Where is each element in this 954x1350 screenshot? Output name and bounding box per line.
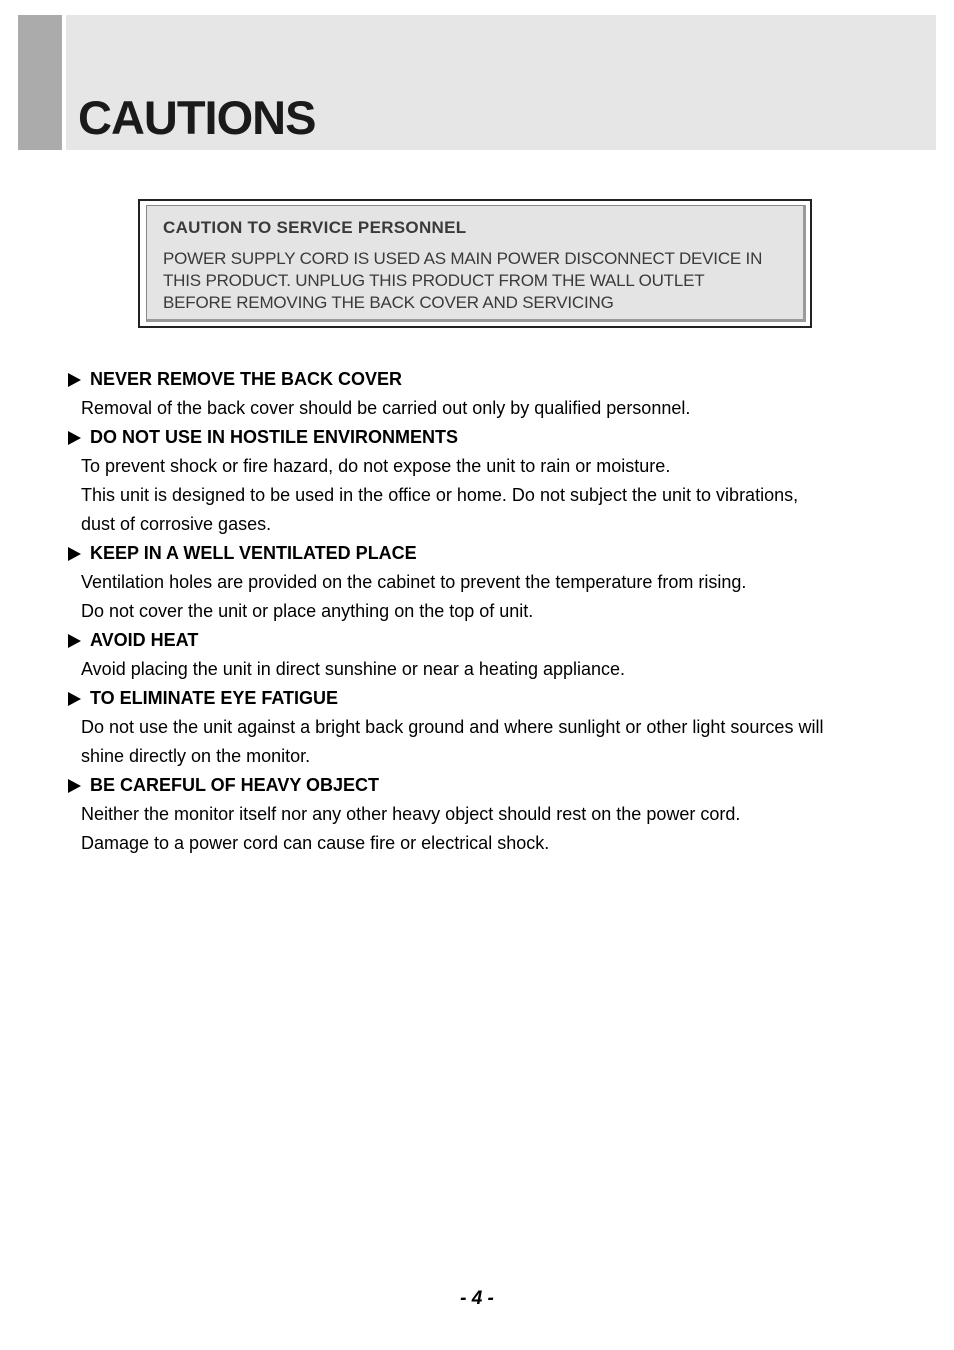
section-text-line: Removal of the back cover should be carried out only by qualified personnel. bbox=[81, 398, 691, 418]
bullet-arrow-icon bbox=[68, 692, 81, 706]
page-title: CAUTIONS bbox=[78, 91, 316, 144]
bullet-arrow-icon bbox=[68, 547, 81, 561]
section-heading bbox=[68, 539, 908, 568]
section-text-line: Do not cover the unit or place anything on the top of unit. bbox=[81, 601, 534, 621]
section-text-line: This unit is designed to be used in the office or home. Do not subject the unit to vibrations, bbox=[81, 485, 799, 505]
section-text-line: To prevent shock or fire hazard, do not expose the unit to rain or moisture. bbox=[81, 456, 671, 476]
header-tab bbox=[18, 15, 62, 150]
page-number: - 4 - bbox=[460, 1288, 494, 1309]
caution-box bbox=[138, 199, 812, 328]
bullet-arrow-icon bbox=[68, 634, 81, 648]
section-text-line: Damage to a power cord can cause fire or electrical shock. bbox=[81, 833, 550, 853]
section-heading-label: AVOID HEAT bbox=[90, 630, 199, 650]
section-heading-label: NEVER REMOVE THE BACK COVER bbox=[90, 369, 403, 389]
section-heading bbox=[68, 626, 908, 655]
section-text-line: Avoid placing the unit in direct sunshine or near a heating appliance. bbox=[81, 659, 626, 679]
section-text-line: dust of corrosive gases. bbox=[81, 514, 272, 534]
section-heading bbox=[68, 771, 908, 800]
section-heading bbox=[68, 684, 908, 713]
section-text-line: Do not use the unit against a bright back ground and where sunlight or other light sources will bbox=[81, 717, 824, 737]
section-heading bbox=[68, 365, 908, 394]
header-divider bbox=[62, 15, 66, 150]
section-heading-label: KEEP IN A WELL VENTILATED PLACE bbox=[90, 543, 417, 563]
caution-box-line: BEFORE REMOVING THE BACK COVER AND SERVICING bbox=[163, 293, 614, 312]
caution-box-line: POWER SUPPLY CORD IS USED AS MAIN POWER DISCONNECT DEVICE IN bbox=[163, 249, 763, 268]
section-heading-label: TO ELIMINATE EYE FATIGUE bbox=[90, 688, 339, 708]
section-text-line: shine directly on the monitor. bbox=[81, 746, 311, 766]
bullet-arrow-icon bbox=[68, 373, 81, 387]
caution-box-inner bbox=[146, 205, 806, 322]
bullet-arrow-icon bbox=[68, 431, 81, 445]
section-text-line: Neither the monitor itself nor any other heavy object should rest on the power cord. bbox=[81, 804, 741, 824]
caution-section-list bbox=[68, 365, 908, 858]
section-heading bbox=[68, 423, 908, 452]
caution-box-body bbox=[163, 248, 803, 314]
section-text-line: Ventilation holes are provided on the cabinet to prevent the temperature from rising. bbox=[81, 572, 747, 592]
bullet-arrow-icon bbox=[68, 779, 81, 793]
caution-box-title: CAUTION TO SERVICE PERSONNEL bbox=[163, 218, 467, 237]
section-heading-label: DO NOT USE IN HOSTILE ENVIRONMENTS bbox=[90, 427, 459, 447]
section-heading-label: BE CAREFUL OF HEAVY OBJECT bbox=[90, 775, 380, 795]
caution-box-line: THIS PRODUCT. UNPLUG THIS PRODUCT FROM THE WALL OUTLET bbox=[163, 271, 705, 290]
